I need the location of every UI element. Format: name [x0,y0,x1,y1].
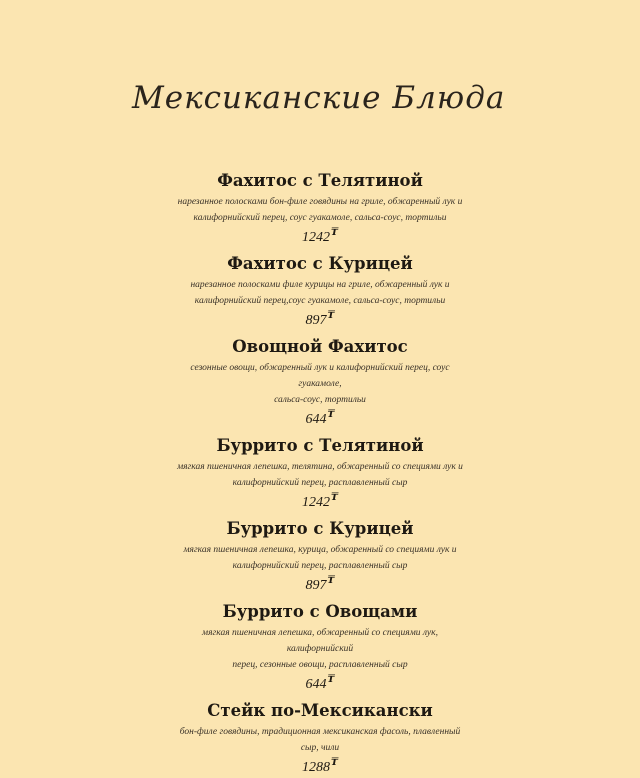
menu-item-name: Буррито с Телятиной [216,436,424,455]
price-value: 897 [305,578,327,593]
menu-item-price [306,577,335,596]
menu-item-description-line: калифорнийский перец, расплавленный сыр [232,561,408,571]
menu-item-description-line: калифорнийский перец, расплавленный сыр [232,478,408,488]
menu-item [0,170,640,248]
price-value: 1242 [302,495,331,510]
menu-item-description-line: мягкая пшеничная лепешка, обжаренный со специями лук, калифорнийский [202,628,438,654]
menu-item-description-line: мягкая пшеничная лепешка, телятина, обжаренный со специями лук и [177,462,463,472]
menu-item-description [170,459,470,491]
menu-item-description [170,360,470,408]
menu-item-price [306,676,335,695]
price-value: 644 [305,677,327,692]
menu-item-description-line: калифорнийский перец, соус гуакамоле, сальса-соус, тортильи [193,213,447,223]
menu-item-description-line: калифорнийский перец,соус гуакамоле, сальса-соус, тортильи [194,296,446,306]
menu-item-description [170,277,470,309]
menu-item [0,700,640,778]
price-value: 644 [305,412,327,427]
menu-item-price [302,759,338,778]
menu-item-description [170,625,470,673]
menu-item-price [302,494,338,513]
menu-item-name: Стейк по-Мексикански [207,701,433,720]
menu-item-description-line: перец, сезонные овощи, расплавленный сыр [232,660,408,670]
menu-item-name: Буррито с Курицей [226,519,414,538]
tenge-icon: ₸ [331,492,338,503]
menu-item [0,518,640,596]
menu-item-description-line: бон-филе говядины, традиционная мексиканская фасоль, плавленный сыр, чили [179,727,461,753]
menu-item-description-line: мягкая пшеничная лепешка, курица, обжаренный со специями лук и [183,545,457,555]
menu-item-name: Фахитос с Телятиной [217,171,423,190]
price-value: 897 [305,313,327,328]
menu-list [0,170,640,778]
price-value: 1288 [302,760,331,775]
tenge-icon: ₸ [327,310,335,321]
tenge-icon: ₸ [327,674,335,685]
menu-item [0,253,640,331]
menu-item-name: Овощной Фахитос [232,337,408,356]
menu-item-price [306,312,335,331]
tenge-icon: ₸ [327,575,335,586]
menu-item-name: Буррито с Овощами [222,602,418,621]
menu-item-description [170,724,470,756]
tenge-icon: ₸ [331,757,338,768]
menu-item-name: Фахитос с Курицей [227,254,413,273]
menu-item-description-line: нарезанное полосками бон-филе говядины на гриле, обжаренный лук и [177,197,463,207]
price-value: 1242 [302,230,331,245]
menu-item-price [302,229,338,248]
menu-item [0,435,640,513]
menu-item-description-line: нарезанное полосками филе курицы на гриле, обжаренный лук и [190,280,450,290]
menu-item-price [306,411,335,430]
page-title: Мексиканские Блюда [132,80,506,116]
menu-item [0,336,640,430]
menu-item-description-line: сальса-соус, тортильи [274,395,366,405]
tenge-icon: ₸ [331,227,338,238]
tenge-icon: ₸ [327,409,335,420]
menu-item-description [170,194,470,226]
menu-item [0,601,640,695]
menu-item-description [170,542,470,574]
menu-item-description-line: сезонные овощи, обжаренный лук и калифорнийский перец, соус гуакамоле, [190,363,450,389]
